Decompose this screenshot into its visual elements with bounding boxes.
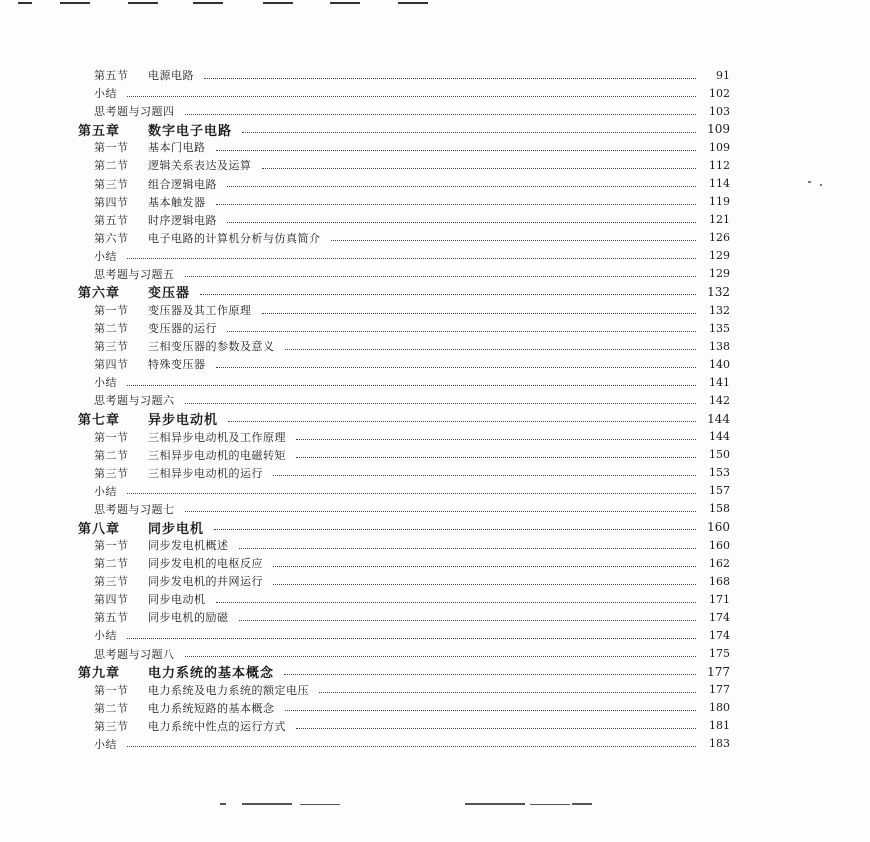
toc-page-number: 174	[700, 611, 730, 624]
toc-entry-title: 小结	[94, 484, 117, 498]
toc-entry-label	[94, 501, 181, 517]
toc-entry-number: 第二节	[94, 701, 129, 715]
toc-entry-number: 第五节	[94, 611, 129, 625]
toc-page-number: 168	[700, 575, 730, 588]
toc-entry-title: 基本触发器	[148, 195, 206, 209]
toc-entry-title: 同步电机	[148, 521, 205, 537]
toc-page-number: 183	[700, 737, 730, 750]
toc-entry-label	[78, 283, 196, 301]
toc-entry-number: 第三节	[94, 719, 129, 733]
toc-entry-label	[94, 248, 123, 264]
toc-chapter-row	[78, 663, 730, 681]
toc-entry-label	[94, 320, 223, 336]
toc-entry-label	[94, 139, 212, 155]
toc-page-number: 180	[700, 701, 730, 714]
toc-entry-number: 第三节	[94, 466, 129, 480]
toc-page-number: 140	[700, 358, 730, 371]
toc-entry-row	[78, 500, 730, 518]
toc-entry-label	[94, 266, 181, 282]
toc-entry-row	[78, 355, 730, 373]
toc-entry-title: 电力系统中性点的运行方式	[148, 719, 286, 733]
toc-entry-row	[78, 391, 730, 409]
toc-entry-title: 时序逻辑电路	[148, 213, 217, 227]
scan-speck	[820, 184, 822, 186]
toc-entry-row	[78, 66, 730, 84]
toc-entry-label	[94, 591, 212, 607]
toc-entry-row	[78, 590, 730, 608]
toc-entry-row	[78, 626, 730, 644]
toc-entry-row	[78, 156, 730, 174]
table-of-contents	[78, 66, 730, 753]
toc-entry-row	[78, 211, 730, 229]
toc-entry-label	[78, 120, 238, 138]
toc-page-number: 157	[700, 484, 730, 497]
toc-entry-row	[78, 84, 730, 102]
toc-entry-title: 同步电机的励磁	[148, 611, 229, 625]
toc-entry-label	[94, 573, 269, 589]
dot-leader	[296, 457, 696, 458]
toc-entry-title: 三相异步电动机及工作原理	[148, 430, 286, 444]
toc-entry-number: 第八章	[78, 521, 121, 537]
toc-page-number: 135	[700, 322, 730, 335]
dot-leader	[227, 222, 696, 223]
toc-entry-label	[94, 465, 269, 481]
toc-entry-row	[78, 645, 730, 663]
dot-leader	[262, 168, 697, 169]
toc-entry-title: 思考题与习题六	[94, 394, 175, 408]
toc-entry-title: 三相异步电动机的电磁转矩	[148, 448, 286, 462]
toc-entry-title: 变压器	[148, 286, 191, 302]
dot-leader	[273, 584, 696, 585]
toc-entry-row	[78, 174, 730, 192]
toc-entry-title: 变压器的运行	[148, 322, 217, 336]
toc-entry-number: 第九章	[78, 666, 121, 681]
dot-leader	[227, 331, 696, 332]
toc-entry-number: 第三节	[94, 177, 129, 191]
toc-entry-label	[94, 627, 123, 643]
toc-entry-label	[78, 663, 280, 681]
toc-entry-label	[94, 736, 123, 752]
dot-leader	[285, 349, 697, 350]
toc-page-number: 129	[700, 249, 730, 262]
toc-entry-label	[94, 700, 281, 716]
toc-page-number: 141	[700, 376, 730, 389]
toc-entry-row	[78, 229, 730, 247]
toc-entry-number: 第五节	[94, 69, 129, 83]
toc-entry-label	[94, 646, 181, 662]
toc-entry-title: 电力系统及电力系统的额定电压	[148, 683, 309, 697]
toc-entry-title: 同步发电机的电枢反应	[148, 557, 263, 571]
toc-entry-label	[94, 718, 292, 734]
toc-page-number: 142	[700, 394, 730, 407]
toc-entry-title: 变压器及其工作原理	[148, 304, 252, 318]
toc-page-number: 119	[700, 195, 730, 208]
toc-chapter-row	[78, 120, 730, 138]
toc-entry-number: 第五章	[78, 123, 121, 139]
toc-page-number: 177	[700, 683, 730, 696]
dot-leader	[239, 620, 697, 621]
toc-entry-title: 思考题与习题八	[94, 647, 175, 661]
dot-leader	[216, 602, 697, 603]
toc-entry-title: 小结	[94, 629, 117, 643]
toc-page-number: 177	[700, 665, 730, 679]
dot-leader	[227, 186, 696, 187]
toc-entry-label	[94, 392, 181, 408]
toc-entry-title: 逻辑关系表达及运算	[148, 159, 252, 173]
scan-speck	[808, 181, 811, 183]
toc-entry-row	[78, 699, 730, 717]
toc-entry-row	[78, 554, 730, 572]
toc-entry-title: 同步电动机	[148, 593, 206, 607]
toc-page-number: 144	[700, 412, 730, 426]
toc-entry-label	[94, 230, 327, 246]
toc-entry-row	[78, 446, 730, 464]
scan-bottom-marks	[220, 803, 600, 806]
toc-entry-title: 电子电路的计算机分析与仿真简介	[148, 231, 321, 245]
toc-page-number: 112	[700, 159, 730, 172]
dot-leader	[239, 548, 697, 549]
dot-leader	[242, 132, 696, 133]
toc-entry-title: 组合逻辑电路	[148, 177, 217, 191]
dot-leader	[127, 96, 696, 97]
dot-leader	[296, 439, 696, 440]
toc-page-number: 162	[700, 557, 730, 570]
toc-entry-number: 第一节	[94, 304, 129, 318]
toc-page-number: 138	[700, 340, 730, 353]
toc-entry-row	[78, 319, 730, 337]
toc-entry-title: 思考题与习题五	[94, 267, 175, 281]
toc-entry-number: 第六节	[94, 231, 129, 245]
toc-entry-label	[94, 302, 258, 318]
dot-leader	[204, 78, 696, 79]
toc-page-number: 160	[700, 520, 730, 534]
toc-entry-number: 第四节	[94, 195, 129, 209]
toc-entry-label	[94, 374, 123, 390]
toc-entry-title: 小结	[94, 737, 117, 751]
toc-entry-label	[78, 409, 224, 427]
toc-entry-title: 同步发电机概述	[148, 539, 229, 553]
toc-entry-row	[78, 572, 730, 590]
toc-page-number: 109	[700, 122, 730, 136]
dot-leader	[127, 258, 696, 259]
toc-page-number: 174	[700, 629, 730, 642]
dot-leader	[331, 240, 697, 241]
toc-entry-title: 三相异步电动机的运行	[148, 466, 263, 480]
toc-entry-title: 思考题与习题四	[94, 105, 175, 119]
scan-top-marks	[18, 2, 458, 5]
toc-entry-row	[78, 193, 730, 211]
toc-entry-row	[78, 428, 730, 446]
dot-leader	[185, 403, 697, 404]
toc-page-number: 121	[700, 213, 730, 226]
toc-entry-row	[78, 681, 730, 699]
toc-entry-row	[78, 337, 730, 355]
toc-entry-title: 思考题与习题七	[94, 502, 175, 516]
toc-entry-number: 第三节	[94, 340, 129, 354]
dot-leader	[216, 150, 697, 151]
dot-leader	[127, 385, 696, 386]
toc-entry-title: 小结	[94, 87, 117, 101]
toc-page-number: 129	[700, 267, 730, 280]
toc-entry-row	[78, 536, 730, 554]
toc-entry-label	[94, 212, 223, 228]
toc-entry-title: 三相变压器的参数及意义	[148, 340, 275, 354]
dot-leader	[228, 421, 696, 422]
toc-entry-row	[78, 608, 730, 626]
toc-page-number: 144	[700, 430, 730, 443]
toc-entry-title: 小结	[94, 249, 117, 263]
toc-page-number: 132	[700, 285, 730, 299]
dot-leader	[296, 728, 696, 729]
dot-leader	[200, 294, 696, 295]
toc-entry-title: 基本门电路	[148, 141, 206, 155]
toc-page-number: 103	[700, 105, 730, 118]
toc-entry-row	[78, 717, 730, 735]
toc-entry-label	[94, 447, 292, 463]
dot-leader	[185, 276, 697, 277]
toc-entry-row	[78, 265, 730, 283]
dot-leader	[216, 367, 697, 368]
dot-leader	[262, 313, 697, 314]
toc-entry-title: 电力系统短路的基本概念	[148, 701, 275, 715]
toc-page-number: 150	[700, 448, 730, 461]
toc-page-number: 132	[700, 304, 730, 317]
toc-entry-number: 第一节	[94, 683, 129, 697]
toc-entry-label	[94, 176, 223, 192]
toc-entry-title: 电源电路	[148, 69, 194, 83]
toc-chapter-row	[78, 518, 730, 536]
toc-page-number: 102	[700, 87, 730, 100]
toc-entry-title: 特殊变压器	[148, 358, 206, 372]
toc-entry-number: 第七章	[78, 413, 121, 428]
dot-leader	[127, 493, 696, 494]
toc-page-number: 175	[700, 647, 730, 660]
dot-leader	[216, 204, 697, 205]
toc-entry-label	[94, 103, 181, 119]
toc-entry-row	[78, 102, 730, 120]
toc-page-number: 181	[700, 719, 730, 732]
toc-entry-number: 第六章	[78, 286, 121, 302]
toc-entry-label	[94, 682, 315, 698]
toc-entry-title: 数字电子电路	[148, 123, 233, 139]
toc-entry-label	[94, 429, 292, 445]
toc-entry-number: 第二节	[94, 448, 129, 462]
toc-page-number: 160	[700, 539, 730, 552]
toc-entry-number: 第二节	[94, 159, 129, 173]
toc-entry-number: 第一节	[94, 141, 129, 155]
toc-page-number: 109	[700, 141, 730, 154]
dot-leader	[284, 674, 696, 675]
toc-entry-label	[94, 85, 123, 101]
dot-leader	[185, 114, 697, 115]
dot-leader	[185, 511, 697, 512]
toc-entry-number: 第四节	[94, 593, 129, 607]
dot-leader	[127, 746, 696, 747]
toc-entry-label	[78, 518, 210, 536]
toc-entry-number: 第三节	[94, 575, 129, 589]
toc-entry-label	[94, 537, 235, 553]
toc-entry-row	[78, 482, 730, 500]
toc-entry-label	[94, 194, 212, 210]
dot-leader	[127, 638, 696, 639]
toc-entry-number: 第五节	[94, 213, 129, 227]
toc-entry-number: 第二节	[94, 322, 129, 336]
toc-entry-label	[94, 555, 269, 571]
dot-leader	[273, 566, 696, 567]
toc-entry-title: 电力系统的基本概念	[148, 666, 275, 681]
toc-page-number: 171	[700, 593, 730, 606]
toc-chapter-row	[78, 409, 730, 427]
dot-leader	[214, 529, 696, 530]
toc-entry-row	[78, 735, 730, 753]
dot-leader	[273, 475, 696, 476]
dot-leader	[185, 656, 697, 657]
toc-entry-label	[94, 356, 212, 372]
toc-page-number: 126	[700, 231, 730, 244]
toc-page-number: 158	[700, 502, 730, 515]
toc-entry-label	[94, 67, 200, 83]
toc-entry-row	[78, 301, 730, 319]
toc-page-number: 153	[700, 466, 730, 479]
dot-leader	[285, 710, 697, 711]
toc-page-number: 114	[700, 177, 730, 190]
toc-entry-label	[94, 338, 281, 354]
toc-entry-row	[78, 247, 730, 265]
toc-entry-title: 异步电动机	[148, 413, 219, 428]
toc-entry-number: 第一节	[94, 539, 129, 553]
toc-entry-row	[78, 373, 730, 391]
toc-entry-number: 第一节	[94, 430, 129, 444]
toc-entry-label	[94, 609, 235, 625]
toc-entry-title: 同步发电机的并网运行	[148, 575, 263, 589]
toc-entry-row	[78, 138, 730, 156]
toc-entry-label	[94, 157, 258, 173]
toc-entry-label	[94, 483, 123, 499]
toc-page-number: 91	[700, 69, 730, 82]
toc-entry-row	[78, 464, 730, 482]
toc-entry-number: 第四节	[94, 358, 129, 372]
toc-entry-title: 小结	[94, 376, 117, 390]
toc-chapter-row	[78, 283, 730, 301]
dot-leader	[319, 692, 696, 693]
toc-entry-number: 第二节	[94, 557, 129, 571]
